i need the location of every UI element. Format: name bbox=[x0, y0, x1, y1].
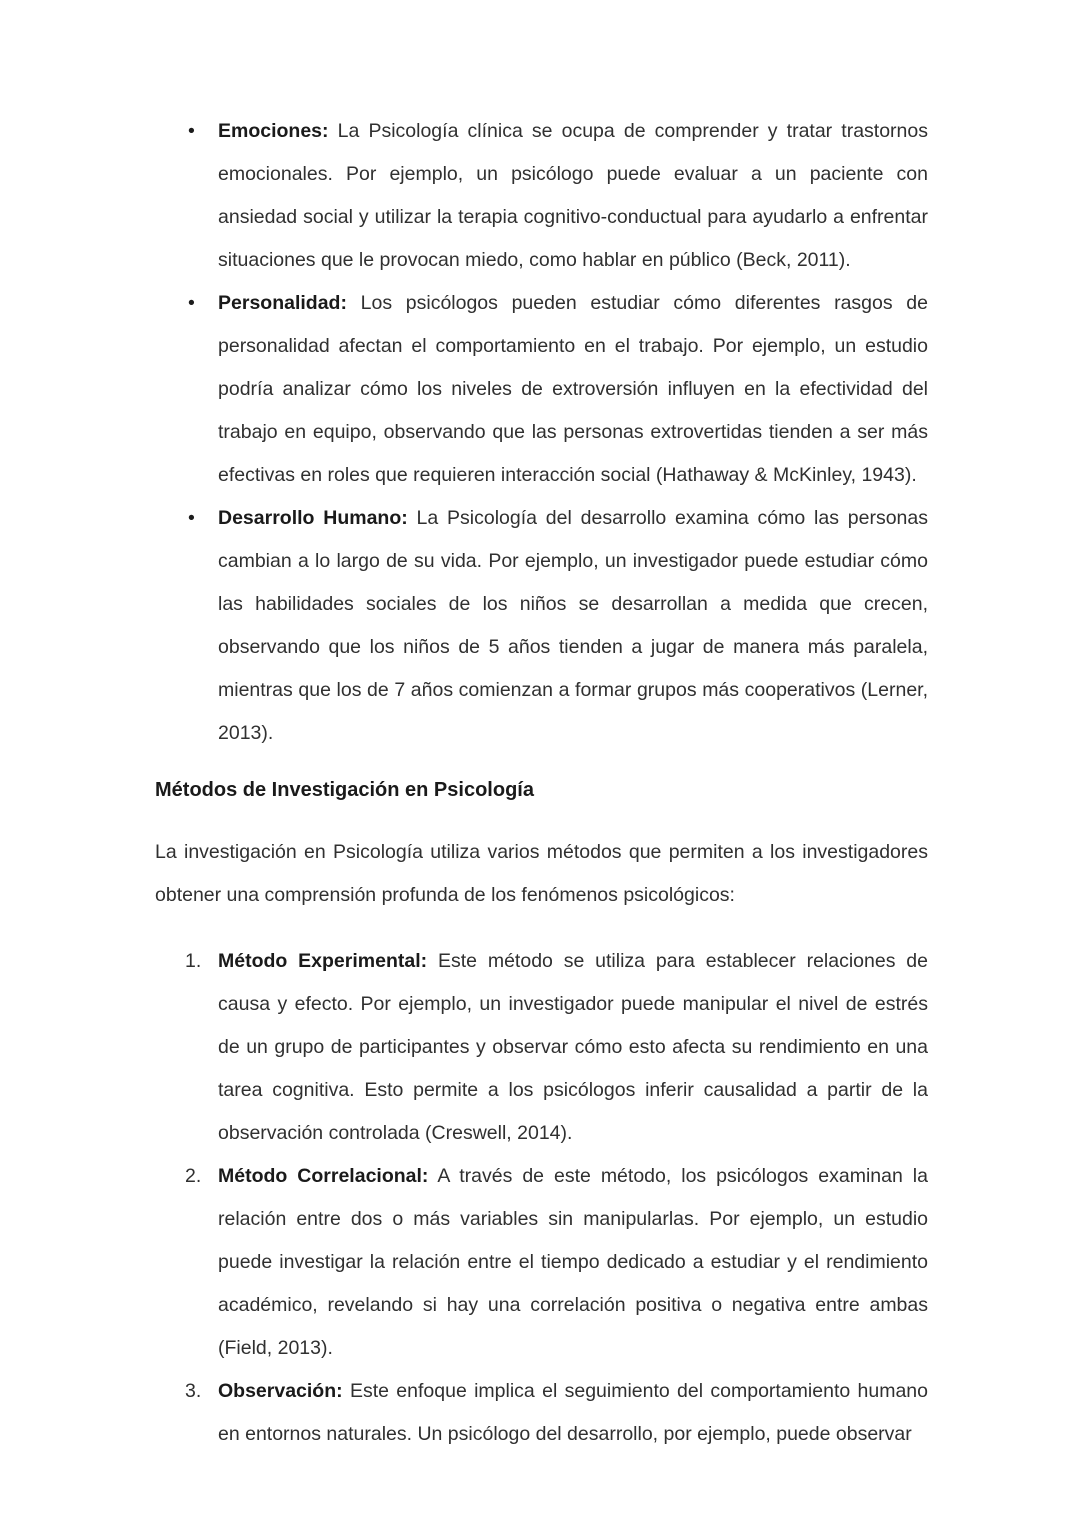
list-number: 3. bbox=[185, 1380, 202, 1402]
numbered-term: Observación: bbox=[218, 1380, 343, 1402]
bullet-item-personalidad bbox=[155, 282, 928, 497]
numbered-item-metodo-experimental bbox=[155, 940, 928, 1155]
list-number: 1. bbox=[185, 950, 202, 972]
numbered-text: Este método se utiliza para establecer relaciones de causa y efecto. Por ejemplo, un investigador puede manipular el nivel de estrés de un grupo de participantes y observar cómo esto afecta su rendimiento en una tarea cognitiva. Esto permite a los psicólogos inferir causalidad a partir de la observación controlada (Creswell, 2014). bbox=[218, 950, 928, 1144]
numbered-term: Método Correlacional: bbox=[218, 1165, 429, 1187]
bullet-text: Los psicólogos pueden estudiar cómo diferentes rasgos de personalidad afectan el comportamiento en el trabajo. Por ejemplo, un estudio podría analizar cómo los niveles de extroversión influyen en la efectividad del trabajo en equipo, observando que las personas extrovertidas tienden a ser más efectivas en roles que requieren interacción social (Hathaway & McKinley, 1943). bbox=[218, 292, 928, 486]
bullet-list bbox=[155, 110, 928, 755]
bullet-term: Desarrollo Humano: bbox=[218, 507, 408, 529]
numbered-term: Método Experimental: bbox=[218, 950, 428, 972]
bullet-item-desarrollo-humano bbox=[155, 497, 928, 755]
bullet-text: La Psicología del desarrollo examina cómo las personas cambian a lo largo de su vida. Por ejemplo, un investigador puede estudiar cómo las habilidades sociales de los niños se desarrollan a medida que crecen, observando que los niños de 5 años tienden a jugar de manera más paralela, mientras que los de 7 años comienzan a formar grupos más cooperativos (Lerner, 2013). bbox=[218, 507, 928, 744]
bullet-term: Emociones: bbox=[218, 120, 329, 142]
bullet-text: La Psicología clínica se ocupa de comprender y tratar trastornos emocionales. Por ejemplo, un psicólogo puede evaluar a un paciente con ansiedad social y utilizar la terapia cognitivo-conductual para ayudarlo a enfrentar situaciones que le provocan miedo, como hablar en público (Beck, 2011). bbox=[218, 120, 928, 271]
numbered-item-metodo-correlacional bbox=[155, 1155, 928, 1370]
section-heading: Métodos de Investigación en Psicología bbox=[155, 779, 534, 801]
bullet-marker-icon: • bbox=[188, 120, 195, 142]
numbered-text: A través de este método, los psicólogos examinan la relación entre dos o más variables sin manipularlas. Por ejemplo, un estudio puede investigar la relación entre el tiempo dedicado a estudiar y el rendimiento académico, revelando si hay una correlación positiva o negativa entre ambas (Field, 2013). bbox=[218, 1165, 928, 1359]
bullet-marker-icon: • bbox=[188, 292, 195, 314]
numbered-item-observacion bbox=[155, 1370, 928, 1456]
numbered-text: Este enfoque implica el seguimiento del comportamiento humano en entornos naturales. Un psicólogo del desarrollo, por ejemplo, puede observar bbox=[218, 1380, 928, 1445]
bullet-marker-icon: • bbox=[188, 507, 195, 529]
bullet-term: Personalidad: bbox=[218, 292, 347, 314]
numbered-list bbox=[155, 940, 928, 1456]
intro-paragraph: La investigación en Psicología utiliza varios métodos que permiten a los investigadores obtener una comprensión profunda de los fenómenos psicológicos: bbox=[155, 841, 928, 906]
list-number: 2. bbox=[185, 1165, 202, 1187]
bullet-item-emociones bbox=[155, 110, 928, 282]
